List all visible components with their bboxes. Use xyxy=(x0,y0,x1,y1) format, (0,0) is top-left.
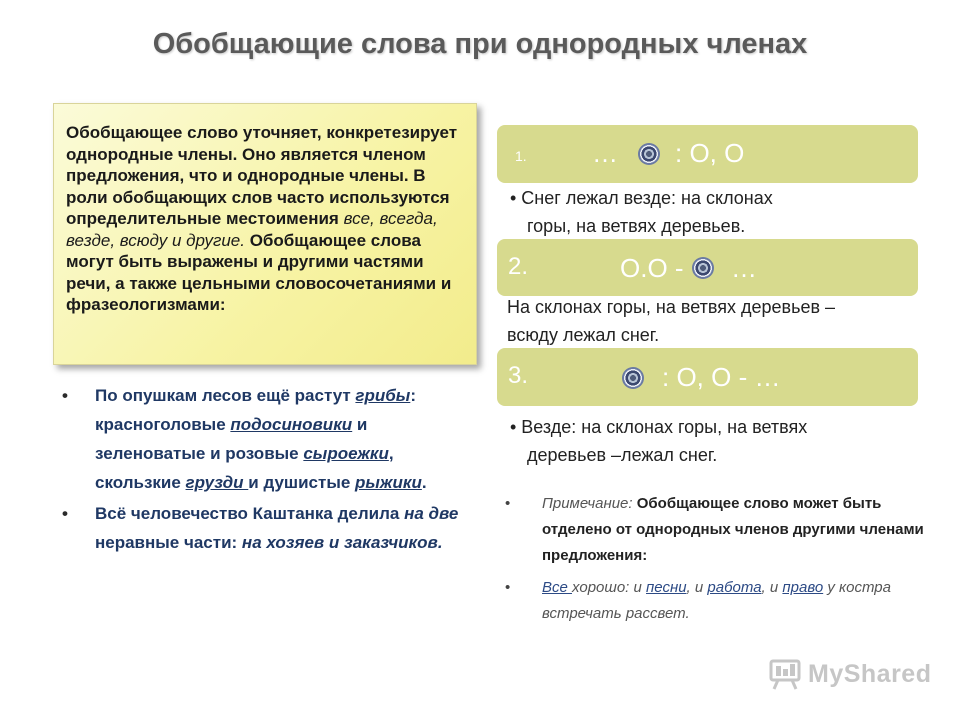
definition-text-1: Обобщающее слово уточняет, конкретезирует однородные члены. Оно является членом предложения, что и однородные члены. В роли обобщающих слов часто используются определительные местоимения xyxy=(66,123,458,228)
note-colon: : xyxy=(628,495,633,512)
target-icon xyxy=(622,367,644,389)
list-item xyxy=(505,491,925,569)
scheme-number: 3. xyxy=(508,362,529,389)
scheme-pattern-end: … xyxy=(731,253,757,283)
scheme-3-example-line-2: деревьев –лежал снег. xyxy=(527,445,718,465)
scheme-2-example-line-2: всюду лежал снег. xyxy=(507,325,660,345)
scheme-number: 2. xyxy=(508,253,529,280)
scheme-1 xyxy=(497,125,918,183)
bullet-icon: • xyxy=(505,495,511,512)
example-text: . xyxy=(421,473,427,492)
example-text: неравные части: xyxy=(95,533,242,552)
homogeneous-word: подосиновики xyxy=(230,415,353,434)
example-text: и зеленоватые и розовые xyxy=(95,415,368,463)
homogeneous-word: песни xyxy=(646,579,687,596)
page-title: Обобщающие слова при однородных членах xyxy=(152,28,808,60)
watermark-logo xyxy=(768,656,931,692)
homogeneous-word: работа xyxy=(707,579,762,596)
example-text: у костра встречать рассвет. xyxy=(542,579,891,622)
example-text: Всё человечество Каштанка делила xyxy=(95,504,405,523)
generalizing-word: Все xyxy=(542,579,573,596)
definition-box xyxy=(53,103,477,365)
scheme-pattern-end: : О, О xyxy=(675,138,745,168)
scheme-pattern-start: … xyxy=(592,138,618,168)
list-item xyxy=(62,381,482,497)
scheme-2-example-line-1: На склонах горы, на ветвях деревьев – xyxy=(507,297,836,317)
example-text: хорошо: и xyxy=(572,579,647,596)
example-text: : красноголовые xyxy=(95,386,416,434)
bullet-icon: • xyxy=(62,504,68,523)
presentation-board-icon xyxy=(768,657,802,691)
target-icon xyxy=(692,257,714,279)
example-text: , и xyxy=(686,579,708,596)
scheme-3 xyxy=(497,348,918,406)
left-examples-list xyxy=(62,381,482,559)
homogeneous-words: на хозяев и заказчиков. xyxy=(241,533,443,552)
example-text: , и xyxy=(761,579,783,596)
example-text: и душистые xyxy=(248,473,356,492)
homogeneous-word: право xyxy=(782,579,824,596)
homogeneous-word: рыжики xyxy=(355,473,422,492)
bullet-icon: • xyxy=(505,579,511,596)
target-icon xyxy=(638,143,660,165)
list-item xyxy=(505,575,925,627)
generalizing-word: грибы xyxy=(355,386,411,405)
scheme-3-example-line-1: • Везде: на склонах горы, на ветвях xyxy=(510,417,808,437)
note-text: Обобщающее слово может быть отделено от однородных членов другими членами предложения: xyxy=(542,495,924,564)
definition-text-2: Обобщающее слова могут быть выражены и другими частями речи, а также цельными словосочетаниями и фразеологизмами: xyxy=(66,230,452,314)
example-text: , скользкие xyxy=(95,444,394,492)
list-item xyxy=(62,499,482,557)
scheme-pattern: : О, О - … xyxy=(662,362,781,392)
bullet-icon: • xyxy=(62,386,68,405)
logo-text: MyShared xyxy=(808,659,932,688)
example-text: По опушкам лесов ещё растут xyxy=(95,386,356,405)
scheme-pattern-start: О.О - xyxy=(620,253,684,283)
homogeneous-word: грузди xyxy=(185,473,249,492)
scheme-1-example-line-2: горы, на ветвях деревьев. xyxy=(527,216,746,236)
scheme-number: 1. xyxy=(515,148,527,164)
note-list xyxy=(505,491,925,633)
homogeneous-word: сыроежки xyxy=(303,444,389,463)
generalizing-word: на две xyxy=(404,504,459,523)
scheme-2 xyxy=(497,239,918,296)
definition-pronouns: все, всегда, везде, всюду и другие. xyxy=(66,209,438,250)
scheme-1-example-line-1: • Снег лежал везде: на склонах xyxy=(510,188,773,208)
note-label: Примечание xyxy=(542,495,629,512)
